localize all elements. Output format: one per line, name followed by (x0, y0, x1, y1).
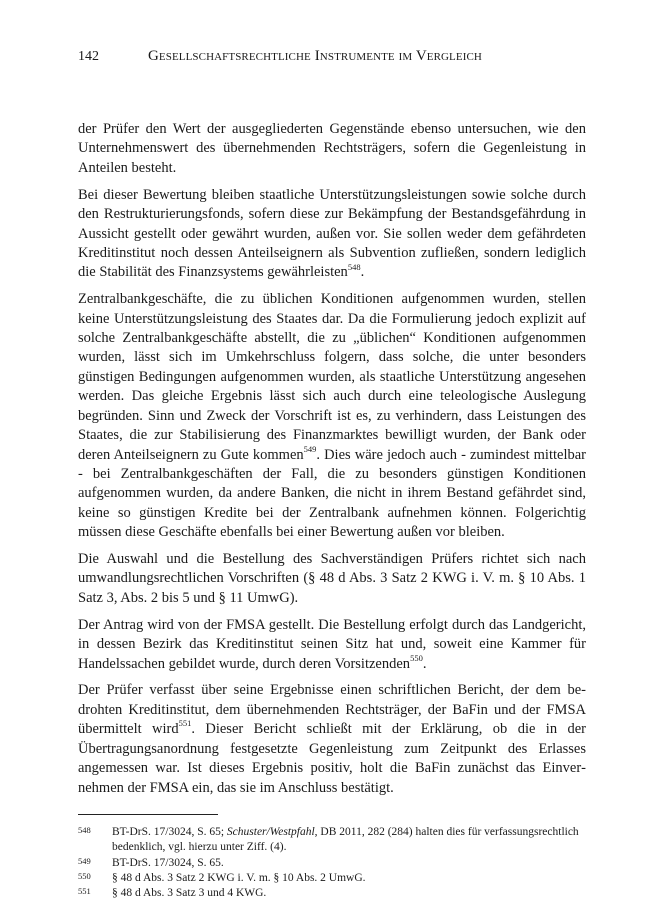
footnote-number: 549 (78, 855, 91, 866)
paragraph-text: . (422, 655, 427, 672)
paragraph-text: . Dieser Bericht schließt mit der Erklärung, ob die in der Übertragungsanordnung festgesetzte Gegenleistung zum Zeitpunkt des Erlasses angemessen war. Ist dieses Ergebnis positiv, holt die BaFin zunächst das Einvernehmen der FMSA ein, das sie im Anschluss bestätigt. (78, 721, 586, 796)
footnote-text: § 48 d Abs. 3 Satz 3 und 4 KWG. (112, 887, 267, 900)
paragraph (78, 616, 586, 674)
footnote-number: 551 (78, 886, 91, 897)
body-text (78, 120, 586, 798)
footnote-divider (78, 814, 218, 815)
footnote-number: 548 (78, 824, 91, 835)
footnote (78, 856, 586, 871)
paragraph-text: Der Prüfer verfasst über seine Ergebnisse einen schriftlichen Bericht, der dem bedrohten Kreditinstitut, dem übernehmenden Rechtsträger, der BaFin und der FMSA übermittelt wird (78, 682, 586, 738)
paragraph (78, 550, 586, 608)
paragraph-text: . Dies wäre jedoch auch - zumindest mittelbar - bei Zentralbankgeschäften der Fall, die zu besonders günstigen Konditionen aufgenommen wurden, da andere Banken, die nicht in ihrem Bestand gefährdet sind, keine so günstigen Kredite bei der Zentralbank aufnehmen können. Folgerichtig müssen diese Geschäfte ebenfalls bei einer Bewertung außen vor bleiben. (78, 446, 586, 541)
footnote (78, 886, 586, 901)
footnote-reference[interactable]: 551 (178, 718, 192, 729)
footnote-reference[interactable]: 549 (303, 443, 317, 454)
paragraph (78, 120, 586, 178)
footnote-reference[interactable]: 548 (347, 261, 361, 272)
footnote-author: Schuster/Westpfahl (226, 825, 315, 838)
paragraph-text: Die Auswahl und die Bestellung des Sachverständigen Prüfers richtet sich nach umwandlungsrechtlichen Vorschriften (§ 48 d Abs. 3 Satz 2 KWG i. V. m. § 10 Abs. 1 Satz 3, Abs. 2 bis 5 und § 11 UmwG). (78, 551, 586, 606)
paragraph (78, 681, 586, 797)
paragraph-text: der Prüfer den Wert der ausgegliederten Gegenstände ebenso untersuchen, wie den Unternehmenswert des übernehmenden Rechtsträgers, sofern die Gegenleistung in Anteilen besteht. (78, 121, 586, 176)
footnote-text-part: , DB 2011, 282 (284) halten dies für verfassungsrechtlich bedenklich, vgl. hierzu unter Ziff. (4). (112, 825, 579, 854)
paragraph-text: Bei dieser Bewertung bleiben staatliche Unterstützungsleistungen sowie solche durch den Restrukturierungsfonds, sofern diese zur Bekämpfung der Bestandsgefährdung in Aussicht gestellt oder gewährt wurden, außen vor. Sie sollen weder dem gefährdeten Kreditinstitut noch dessen Anteilseignern als Subvention zufließen, sondern lediglich die Stabilität des Finanzsystems gewährleisten (78, 186, 586, 281)
footnotes (78, 825, 586, 901)
footnote-text (112, 825, 586, 856)
footnote-reference[interactable]: 550 (410, 652, 423, 663)
paragraph (78, 290, 586, 542)
footnote-text: BT-DrS. 17/3024, S. 65. (112, 856, 224, 869)
footnote (78, 871, 586, 886)
footnote-number: 550 (78, 870, 91, 881)
paragraph-text: Zentralbankgeschäfte, die zu üblichen Konditionen aufgenommen wurden, stellen keine Unterstützungsleistung des Staates dar. Da die Formulierung jedoch explizit auf solche Zentralbankgeschäfte abstellt, die zu „üblichen“ Konditionen aufgenommen wurden, lässt sich im Umkehrschluss folgern, dass solche, die unter besonders günstigen Bedingungen aufgenommen wurden, als staatliche Unterstützung angesehen werden. Das gleiche Ergebnis lässt sich auch durch eine teleologische Auslegung begründen. Sinn und Zweck der Vorschrift ist es, zu verhindern, dass Leistungen des Staates, die zur Stabilisierung des Finanzmarktes bewilligt wurden, der Bank oder deren Anteilseignern zu Gute kommen (78, 291, 586, 463)
page-header (78, 48, 586, 72)
footnote (78, 825, 586, 856)
page-number: 142 (78, 49, 99, 64)
book-page (78, 48, 586, 901)
footnote-text: § 48 d Abs. 3 Satz 2 KWG i. V. m. § 10 Abs. 2 UmwG. (112, 871, 366, 884)
paragraph (78, 186, 586, 283)
footnote-text-part: BT-DrS. 17/3024, S. 65; (112, 825, 227, 838)
running-title: Gesellschaftsrechtliche Instrumente im Vergleich (148, 48, 482, 64)
paragraph-text: . (360, 264, 365, 281)
paragraph-text: Der Antrag wird von der FMSA gestellt. Die Bestellung erfolgt durch das Landgericht, in dessen Bezirk das Kreditinstitut seinen Sitz hat und, soweit eine Kammer für Handelssachen gebildet wurde, durch deren Vorsitzenden (78, 616, 586, 672)
